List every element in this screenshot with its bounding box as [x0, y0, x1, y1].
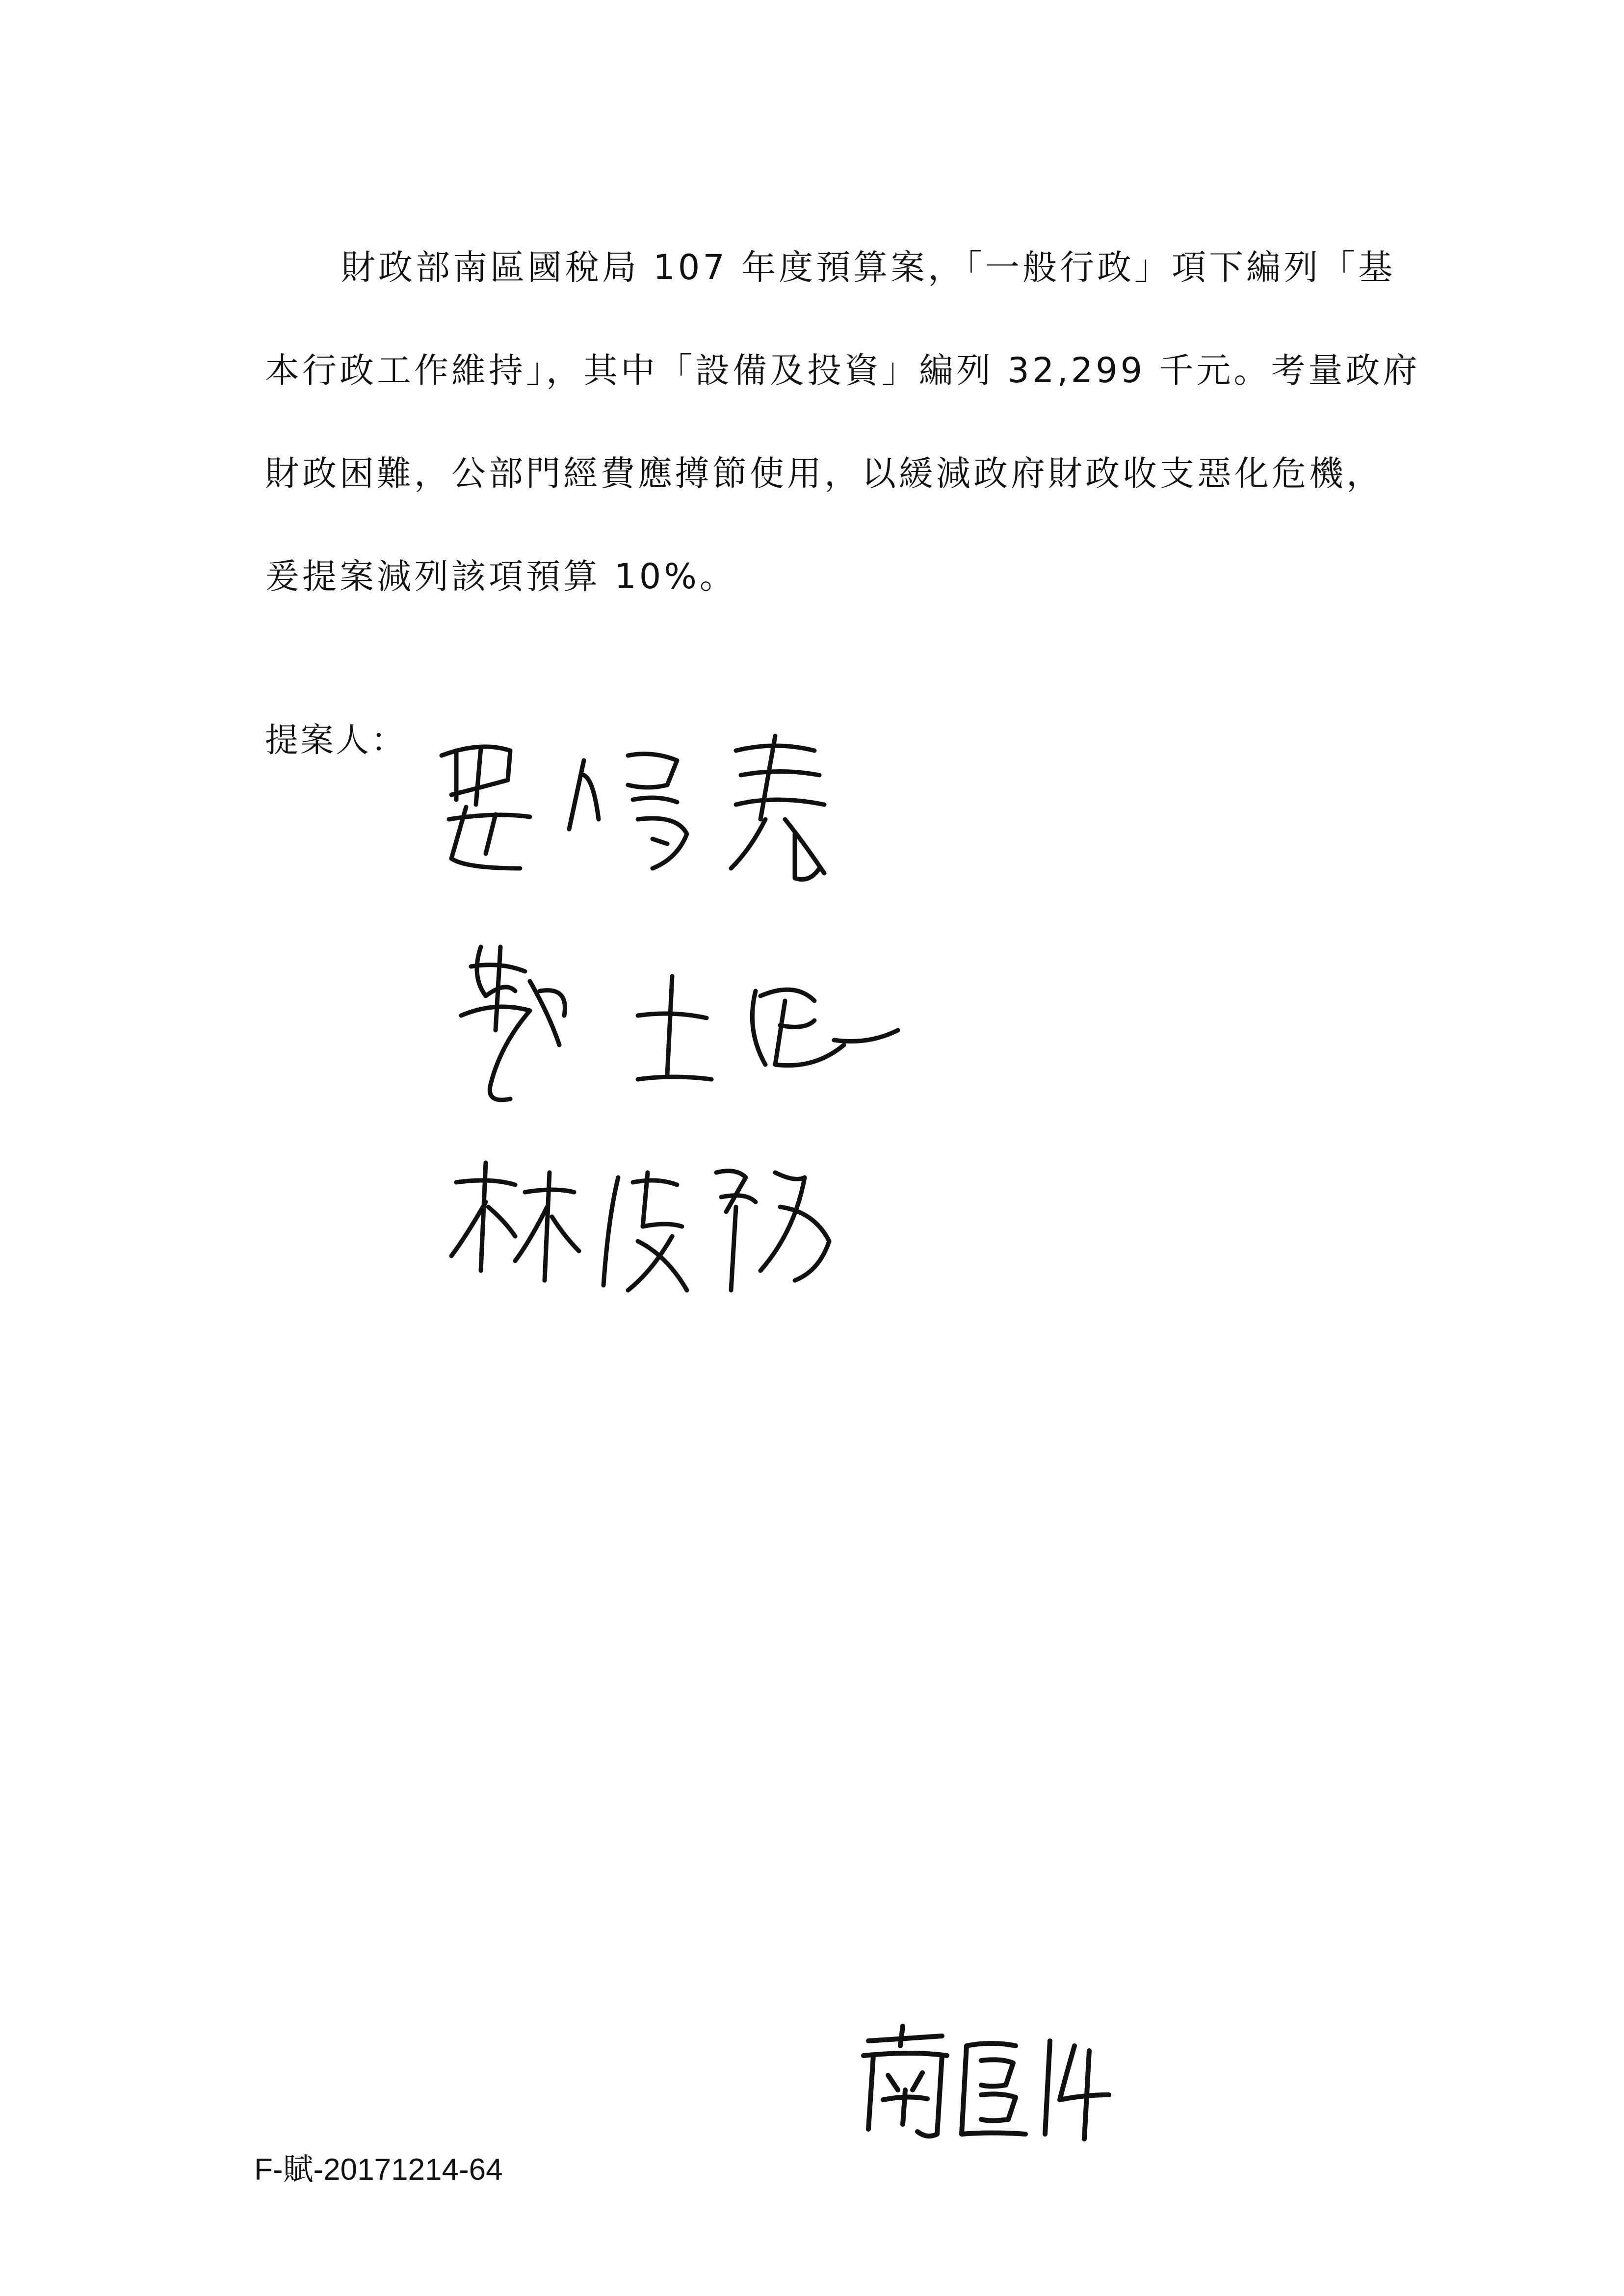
- proposal-paragraph: [265, 216, 1420, 628]
- paragraph-line-4: 爰提案減列該項預算 10%。: [265, 556, 737, 597]
- signature-1: [422, 721, 922, 898]
- paragraph-line-3: 財政困難，公部門經費應撙節使用，以緩減政府財政收支惡化危機，: [265, 453, 1384, 494]
- signature-2: [442, 917, 932, 1114]
- paragraph-line-2: 本行政工作維持」，其中「設備及投資」編列 32,299 千元。考量政府: [265, 350, 1420, 391]
- document-code: F-賦-20171214-64: [254, 2153, 503, 2187]
- signature-3: [442, 1143, 844, 1305]
- handwritten-annotation: [844, 2021, 1119, 2149]
- paragraph-line-1: 財政部南區國稅局 107 年度預算案，「一般行政」項下編列「基: [341, 247, 1396, 287]
- proposer-label: 提案人：: [265, 721, 407, 760]
